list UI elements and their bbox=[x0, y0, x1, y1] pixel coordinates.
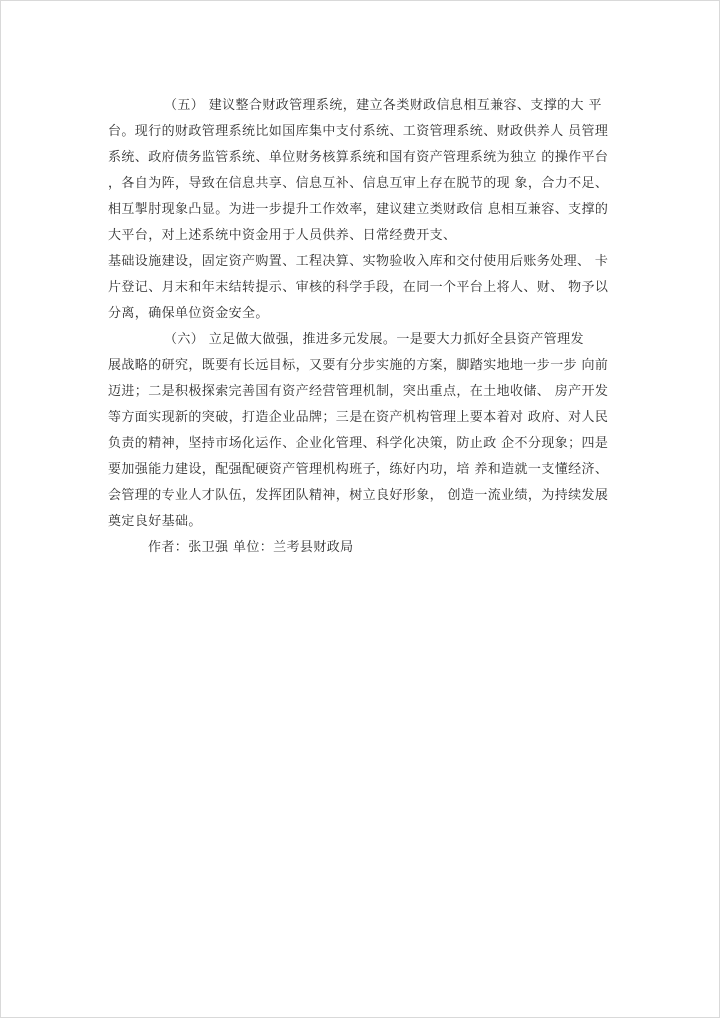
document-body bbox=[108, 93, 618, 561]
section-6-line: 等方面实现新的突破，打造企业品牌；三是在资产机构管理上要本着对 政府、对人民 bbox=[108, 410, 609, 425]
section-5-line: 系统、政府债务监管系统、单位财务核算系统和国有资产管理系统为独立 的操作平台 bbox=[108, 150, 609, 165]
section-5-line: 大平台，对上述系统中资金用于人员供养、日常经费开支、 bbox=[108, 228, 457, 243]
section-5-paragraph bbox=[108, 93, 618, 327]
section-6-line: 迈进；二是积极探索完善国有资产经营管理机制，突出重点，在土地收储、 房产开发 bbox=[108, 384, 609, 399]
section-5-line: 相互掣肘现象凸显。为进一步提升工作效率，建议建立类财政信 息相互兼容、支撑的 bbox=[108, 202, 609, 217]
section-6-line: 展战略的研究，既要有长远目标，又要有分步实施的方案，脚踏实地地一步一步 向前 bbox=[108, 358, 609, 373]
section-6-line: 奠定良好基础。 bbox=[108, 514, 202, 529]
section-6-line: 会管理的专业人才队伍，发挥团队精神，树立良好形象， 创造一流业绩，为持续发展 bbox=[108, 488, 609, 503]
section-5-line: 分离，确保单位资金安全。 bbox=[108, 306, 269, 321]
section-5-line: 片登记、月末和年末结转提示、审核的科学手段，在同一个平台上将人、财、 物予以 bbox=[108, 280, 609, 295]
section-6-line: 要加强能力建设，配强配硬资产管理机构班子，练好内功，培 养和造就一支懂经济、 bbox=[108, 462, 609, 477]
section-5-line: 基础设施建设，固定资产购置、工程决算、实物验收入库和交付使用后账务处理、 卡 bbox=[108, 254, 609, 269]
section-5-line: ，各自为阵，导致在信息共享、信息互补、信息互审上存在脱节的现 象，合力不足、 bbox=[108, 176, 609, 191]
section-6-line: 负责的精神，坚持市场化运作、企业化管理、科学化决策，防止政 企不分现象；四是 bbox=[108, 436, 609, 451]
section-5-line: 台。现行的财政管理系统比如国库集中支付系统、工资管理系统、财政供养人 员管理 bbox=[108, 124, 609, 139]
section-6-line: （六） 立足做大做强，推进多元发展。一是要大力抓好全县资产管理发 bbox=[164, 332, 584, 347]
author-line: 作者：张卫强 单位：兰考县财政局 bbox=[148, 540, 354, 555]
section-5-line: （五） 建议整合财政管理系统，建立各类财政信息相互兼容、支撑的大 平 bbox=[164, 98, 602, 113]
section-6-paragraph bbox=[108, 327, 618, 535]
